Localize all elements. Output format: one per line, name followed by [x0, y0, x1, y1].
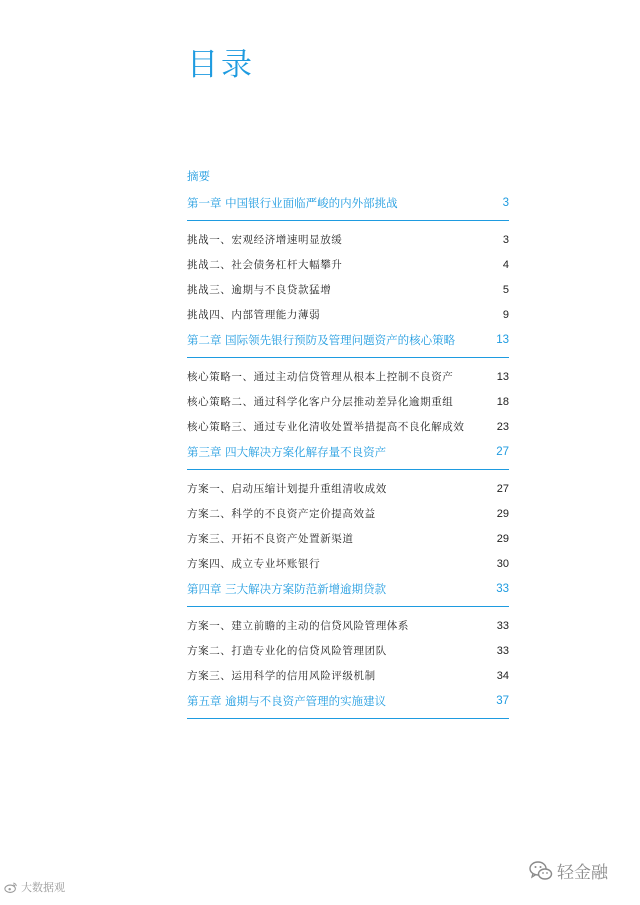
chapter-page-number: 33: [496, 582, 509, 595]
toc-section[interactable]: [187, 551, 509, 576]
section-page-number: 23: [496, 420, 509, 433]
toc-section[interactable]: [187, 414, 509, 439]
toc-section[interactable]: [187, 526, 509, 551]
chapter-page-number: 27: [496, 445, 509, 458]
section-page-number: 29: [496, 532, 509, 545]
toc-section[interactable]: [187, 364, 509, 389]
toc-chapter-1-group: [187, 190, 509, 327]
chapter-divider: [187, 220, 509, 221]
section-page-number: 4: [502, 258, 509, 271]
toc-chapter-4-group: [187, 576, 509, 688]
toc-chapter-2-group: [187, 327, 509, 439]
toc-section[interactable]: [187, 227, 509, 252]
page-title: 目录: [187, 47, 255, 83]
section-title: 核心策略一、通过主动信贷管理从根本上控制不良资产: [187, 371, 454, 383]
section-page-number: 13: [496, 370, 509, 383]
watermark-right: [529, 858, 608, 883]
section-title: 方案一、启动压缩计划提升重组清收成效: [187, 483, 387, 495]
chapter-page-number: 37: [496, 694, 509, 707]
section-page-number: 33: [496, 644, 509, 657]
chapter-title: 第二章 国际领先银行预防及管理问题资产的核心策略: [187, 332, 456, 347]
toc-section[interactable]: [187, 389, 509, 414]
toc-section[interactable]: [187, 476, 509, 501]
toc-chapter-5[interactable]: [187, 688, 509, 713]
section-title: 方案二、打造专业化的信贷风险管理团队: [187, 645, 387, 657]
section-page-number: 30: [496, 557, 509, 570]
watermark-left-text: 大数据观: [21, 881, 65, 894]
toc-section[interactable]: [187, 501, 509, 526]
section-page-number: 27: [496, 482, 509, 495]
section-title: 核心策略三、通过专业化清收处置举措提高不良化解成效: [187, 421, 465, 433]
section-title: 方案三、开拓不良资产处置新渠道: [187, 533, 354, 545]
chapter-divider: [187, 469, 509, 470]
toc-section[interactable]: [187, 302, 509, 327]
toc-chapter-2[interactable]: [187, 327, 509, 352]
chapter-title: 第三章 四大解决方案化解存量不良资产: [187, 444, 387, 459]
table-of-contents: [187, 190, 509, 725]
section-title: 方案三、运用科学的信用风险评级机制: [187, 670, 376, 682]
section-title: 方案一、建立前瞻的主动的信贷风险管理体系: [187, 620, 409, 632]
section-page-number: 33: [496, 619, 509, 632]
section-title: 挑战二、社会债务杠杆大幅攀升: [187, 259, 343, 271]
toc-section[interactable]: [187, 638, 509, 663]
chapter-title: 第四章 三大解决方案防范新增逾期贷款: [187, 581, 387, 596]
toc-chapter-3-group: [187, 439, 509, 576]
toc-section[interactable]: [187, 277, 509, 302]
chapter-title: 第五章 逾期与不良资产管理的实施建议: [187, 693, 387, 708]
section-page-number: 34: [496, 669, 509, 682]
section-title: 挑战四、内部管理能力薄弱: [187, 309, 321, 321]
watermark-right-text: 轻金融: [557, 863, 608, 883]
section-page-number: 18: [496, 395, 509, 408]
chapter-divider: [187, 718, 509, 719]
chapter-page-number: 3: [502, 196, 509, 209]
section-page-number: 3: [502, 233, 509, 246]
chapter-divider: [187, 606, 509, 607]
toc-chapter-4[interactable]: [187, 576, 509, 601]
watermark-left: [4, 879, 65, 895]
weibo-icon: [4, 880, 18, 894]
section-title: 方案二、科学的不良资产定价提高效益: [187, 508, 376, 520]
toc-chapter-5-group: [187, 688, 509, 719]
section-title: 挑战三、逾期与不良贷款猛增: [187, 284, 332, 296]
wechat-icon: [529, 860, 553, 882]
section-page-number: 5: [502, 283, 509, 296]
section-page-number: 29: [496, 507, 509, 520]
chapter-title: 第一章 中国银行业面临严峻的内外部挑战: [187, 195, 398, 210]
chapter-divider: [187, 357, 509, 358]
toc-section[interactable]: [187, 252, 509, 277]
section-title: 方案四、成立专业坏账银行: [187, 558, 321, 570]
section-title: 核心策略二、通过科学化客户分层推动差异化逾期重组: [187, 396, 454, 408]
toc-chapter-1[interactable]: [187, 190, 509, 215]
toc-abstract-link[interactable]: 摘要: [187, 169, 210, 183]
section-page-number: 9: [502, 308, 509, 321]
section-title: 挑战一、宏观经济增速明显放缓: [187, 234, 343, 246]
toc-section[interactable]: [187, 663, 509, 688]
toc-section[interactable]: [187, 613, 509, 638]
chapter-page-number: 13: [496, 333, 509, 346]
toc-chapter-3[interactable]: [187, 439, 509, 464]
